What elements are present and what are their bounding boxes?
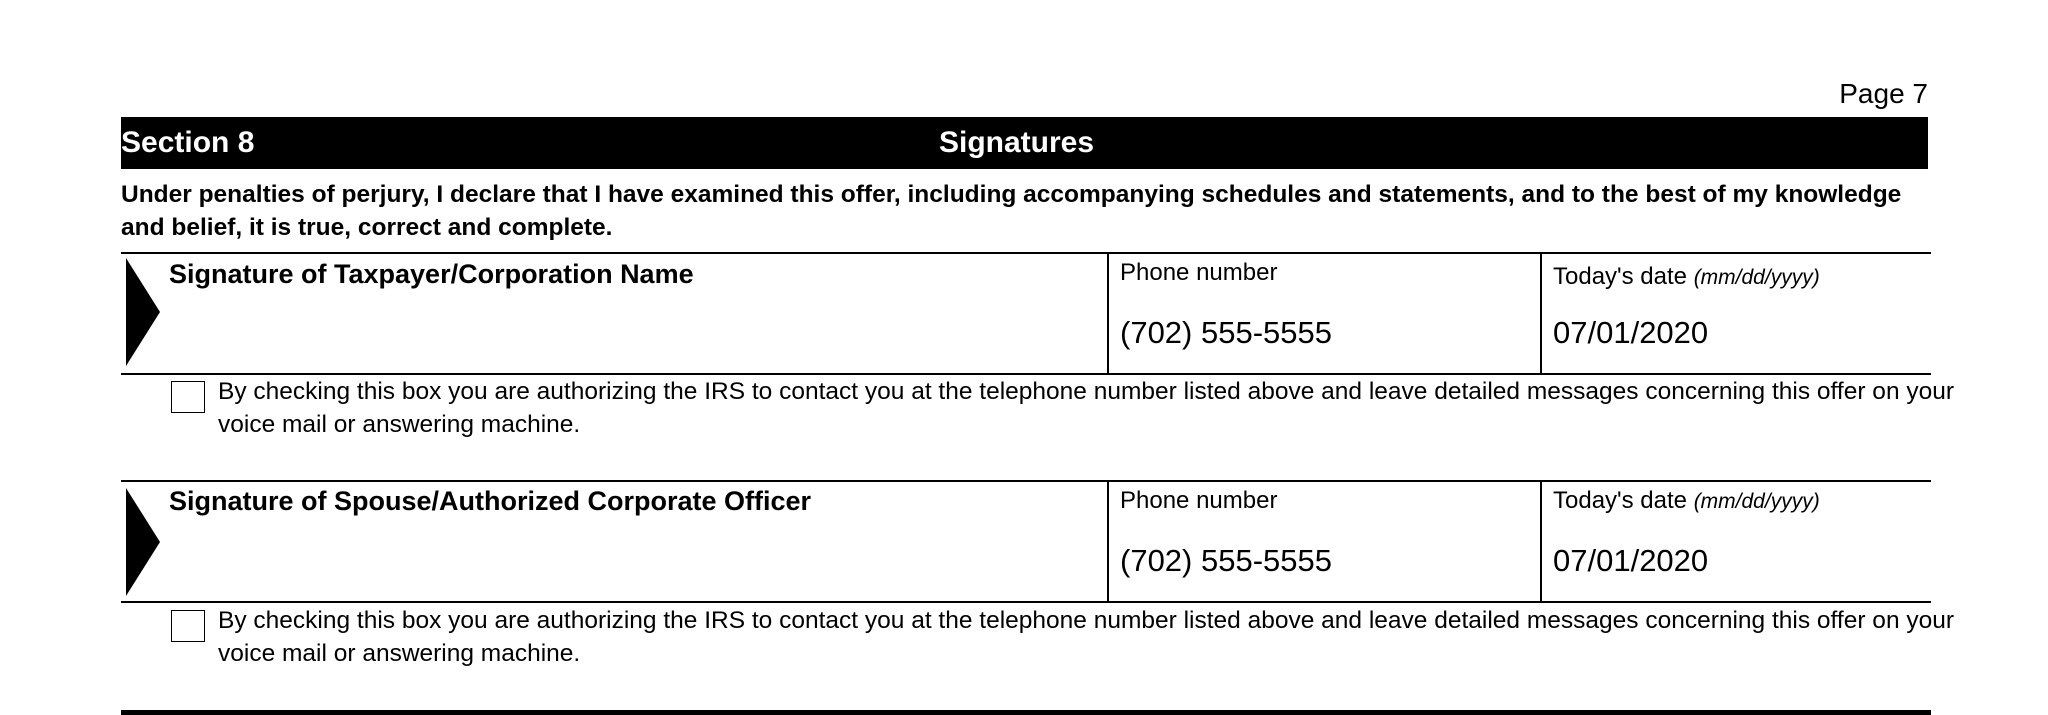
divider-line (121, 601, 1931, 603)
field-divider (1107, 480, 1109, 602)
spouse-signature-label: Signature of Spouse/Authorized Corporate Officer (169, 486, 812, 516)
spouse-phone-field[interactable]: (702) 555-5555 (1120, 543, 1332, 578)
taxpayer-phone-label: Phone number (1120, 259, 1278, 286)
taxpayer-contact-consent-text: By checking this box you are authorizing the IRS to contact you at the telephone number listed above and leave detailed messages concerning this offer on your voice mail or answering machine. (218, 378, 1955, 438)
signature-arrow-icon (126, 488, 160, 596)
section-title: Signatures (939, 126, 1095, 159)
divider-line (121, 480, 1931, 482)
page-number: Page 7 (1839, 78, 1928, 109)
bottom-rule (121, 710, 1931, 715)
taxpayer-date-label: Today's date (mm/dd/yyyy) (1553, 263, 1820, 290)
taxpayer-phone-field[interactable]: (702) 555-5555 (1120, 315, 1332, 350)
perjury-declaration: Under penalties of perjury, I declare that I have examined this offer, including accompanying schedules and statements, and to the best of my knowledge and belief, it is true, correct and complete. (121, 181, 1902, 241)
field-divider (1107, 252, 1109, 374)
section-header-bar (121, 117, 1928, 169)
taxpayer-date-field[interactable]: 07/01/2020 (1553, 315, 1709, 350)
spouse-contact-consent-checkbox[interactable] (171, 610, 205, 642)
signature-arrow-icon (126, 258, 160, 366)
divider-line (121, 252, 1931, 254)
taxpayer-signature-label: Signature of Taxpayer/Corporation Name (169, 259, 694, 289)
spouse-phone-label: Phone number (1120, 487, 1278, 514)
spouse-date-field[interactable]: 07/01/2020 (1553, 543, 1709, 578)
field-divider (1540, 252, 1542, 374)
taxpayer-contact-consent-checkbox[interactable] (171, 381, 205, 413)
field-divider (1540, 480, 1542, 602)
section-number: Section 8 (121, 126, 255, 159)
spouse-contact-consent-text: By checking this box you are authorizing the IRS to contact you at the telephone number listed above and leave detailed messages concerning this offer on your voice mail or answering machine. (218, 607, 1955, 667)
spouse-date-label: Today's date (mm/dd/yyyy) (1553, 487, 1820, 514)
